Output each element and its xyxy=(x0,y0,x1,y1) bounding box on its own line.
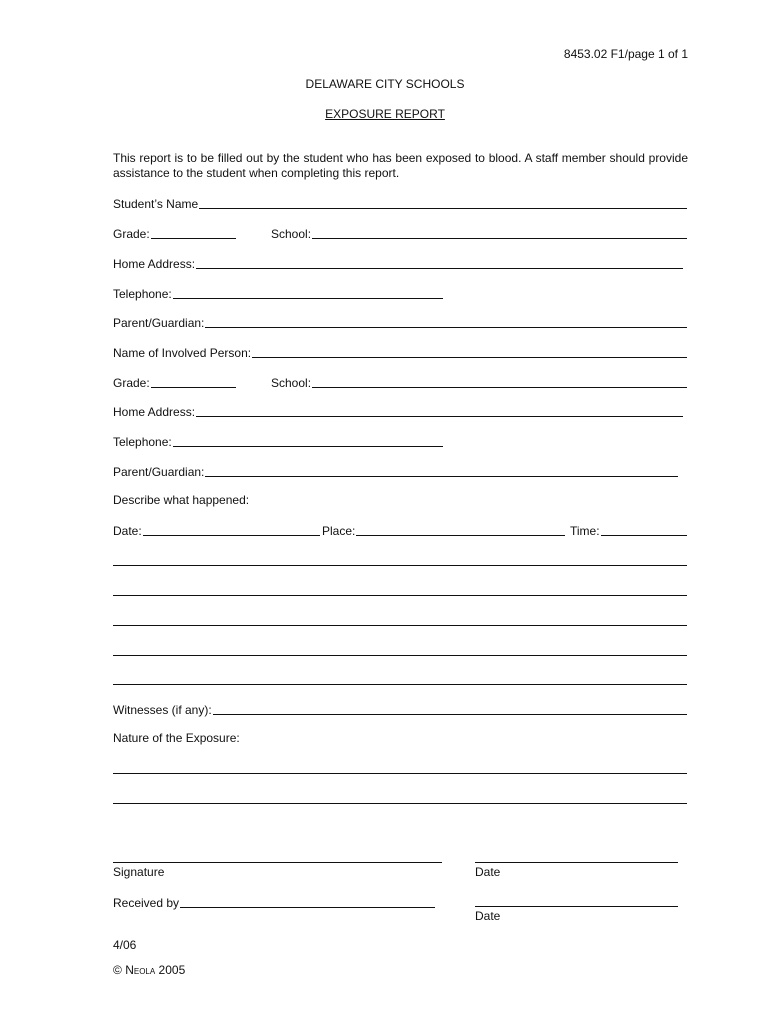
home-address-label: Home Address: xyxy=(113,257,196,271)
home-address-field[interactable] xyxy=(196,268,683,269)
home-address-label: Home Address: xyxy=(113,405,196,419)
received-date-label: Date xyxy=(475,909,501,923)
grade-field[interactable] xyxy=(151,387,236,388)
nature-line[interactable] xyxy=(113,803,687,804)
nature-line[interactable] xyxy=(113,773,687,774)
grade-row-2 xyxy=(113,374,236,390)
school-row-2 xyxy=(271,374,687,390)
witnesses-label: Witnesses (if any): xyxy=(113,703,212,717)
copyright-symbol: © xyxy=(113,963,122,977)
place-label: Place: xyxy=(322,524,356,538)
describe-label: Describe what happened: xyxy=(113,493,250,507)
received-by-row xyxy=(113,894,435,910)
time-row xyxy=(570,522,687,538)
telephone-field[interactable] xyxy=(173,298,443,299)
telephone-label: Telephone: xyxy=(113,287,172,301)
telephone-row-2 xyxy=(113,433,443,449)
intro-paragraph: This report is to be filled out by the student who has been exposed to blood. A staff member should provide assistance to the student when completing this report. xyxy=(113,151,688,180)
signature-label: Signature xyxy=(113,865,165,879)
home-address-row-1 xyxy=(113,255,683,271)
date-field[interactable] xyxy=(143,535,320,536)
student-name-label: Student’s Name xyxy=(113,197,199,211)
grade-row-1 xyxy=(113,225,236,241)
school-row-1 xyxy=(271,225,687,241)
witnesses-row xyxy=(113,701,687,717)
form-title: EXPOSURE REPORT xyxy=(325,107,445,121)
place-field[interactable] xyxy=(356,535,565,536)
description-line[interactable] xyxy=(113,655,687,656)
school-field[interactable] xyxy=(312,238,687,239)
telephone-label: Telephone: xyxy=(113,435,172,449)
school-label: School: xyxy=(271,227,312,241)
grade-label: Grade: xyxy=(113,376,150,390)
district-name: DELAWARE CITY SCHOOLS xyxy=(305,77,465,91)
witnesses-field[interactable] xyxy=(213,714,687,715)
grade-label: Grade: xyxy=(113,227,150,241)
involved-person-label: Name of Involved Person: xyxy=(113,346,252,360)
date-row xyxy=(113,522,320,538)
date-label: Date: xyxy=(113,524,142,538)
school-label: School: xyxy=(271,376,312,390)
time-label: Time: xyxy=(570,524,600,538)
policy-reference: 8453.02 F1/page 1 of 1 xyxy=(563,47,688,61)
parent-guardian-label: Parent/Guardian: xyxy=(113,465,205,479)
received-by-field[interactable] xyxy=(180,907,435,908)
parent-guardian-label: Parent/Guardian: xyxy=(113,316,205,330)
time-field[interactable] xyxy=(601,535,687,536)
description-line[interactable] xyxy=(113,595,687,596)
telephone-row-1 xyxy=(113,285,443,301)
neola-name: Neola xyxy=(125,963,156,977)
signature-date-line[interactable] xyxy=(475,862,678,863)
description-line[interactable] xyxy=(113,565,687,566)
revision-date: 4/06 xyxy=(113,938,137,952)
nature-label: Nature of the Exposure: xyxy=(113,731,240,745)
parent-guardian-field[interactable] xyxy=(205,476,678,477)
description-line[interactable] xyxy=(113,684,687,685)
signature-line[interactable] xyxy=(113,862,442,863)
involved-person-row xyxy=(113,344,687,360)
copyright-year: 2005 xyxy=(158,963,186,977)
involved-person-field[interactable] xyxy=(252,357,687,358)
telephone-field[interactable] xyxy=(173,446,443,447)
signature-date-label: Date xyxy=(475,865,501,879)
received-by-label: Received by xyxy=(113,896,180,910)
parent-guardian-row-1 xyxy=(113,314,687,330)
grade-field[interactable] xyxy=(151,238,236,239)
home-address-row-2 xyxy=(113,403,683,419)
home-address-field[interactable] xyxy=(196,416,683,417)
school-field[interactable] xyxy=(312,387,687,388)
student-name-row xyxy=(113,195,687,211)
student-name-field[interactable] xyxy=(199,208,687,209)
description-line[interactable] xyxy=(113,625,687,626)
received-date-line[interactable] xyxy=(475,906,678,907)
place-row xyxy=(322,522,565,538)
parent-guardian-field[interactable] xyxy=(205,327,687,328)
parent-guardian-row-2 xyxy=(113,463,678,479)
copyright-notice xyxy=(113,963,185,977)
